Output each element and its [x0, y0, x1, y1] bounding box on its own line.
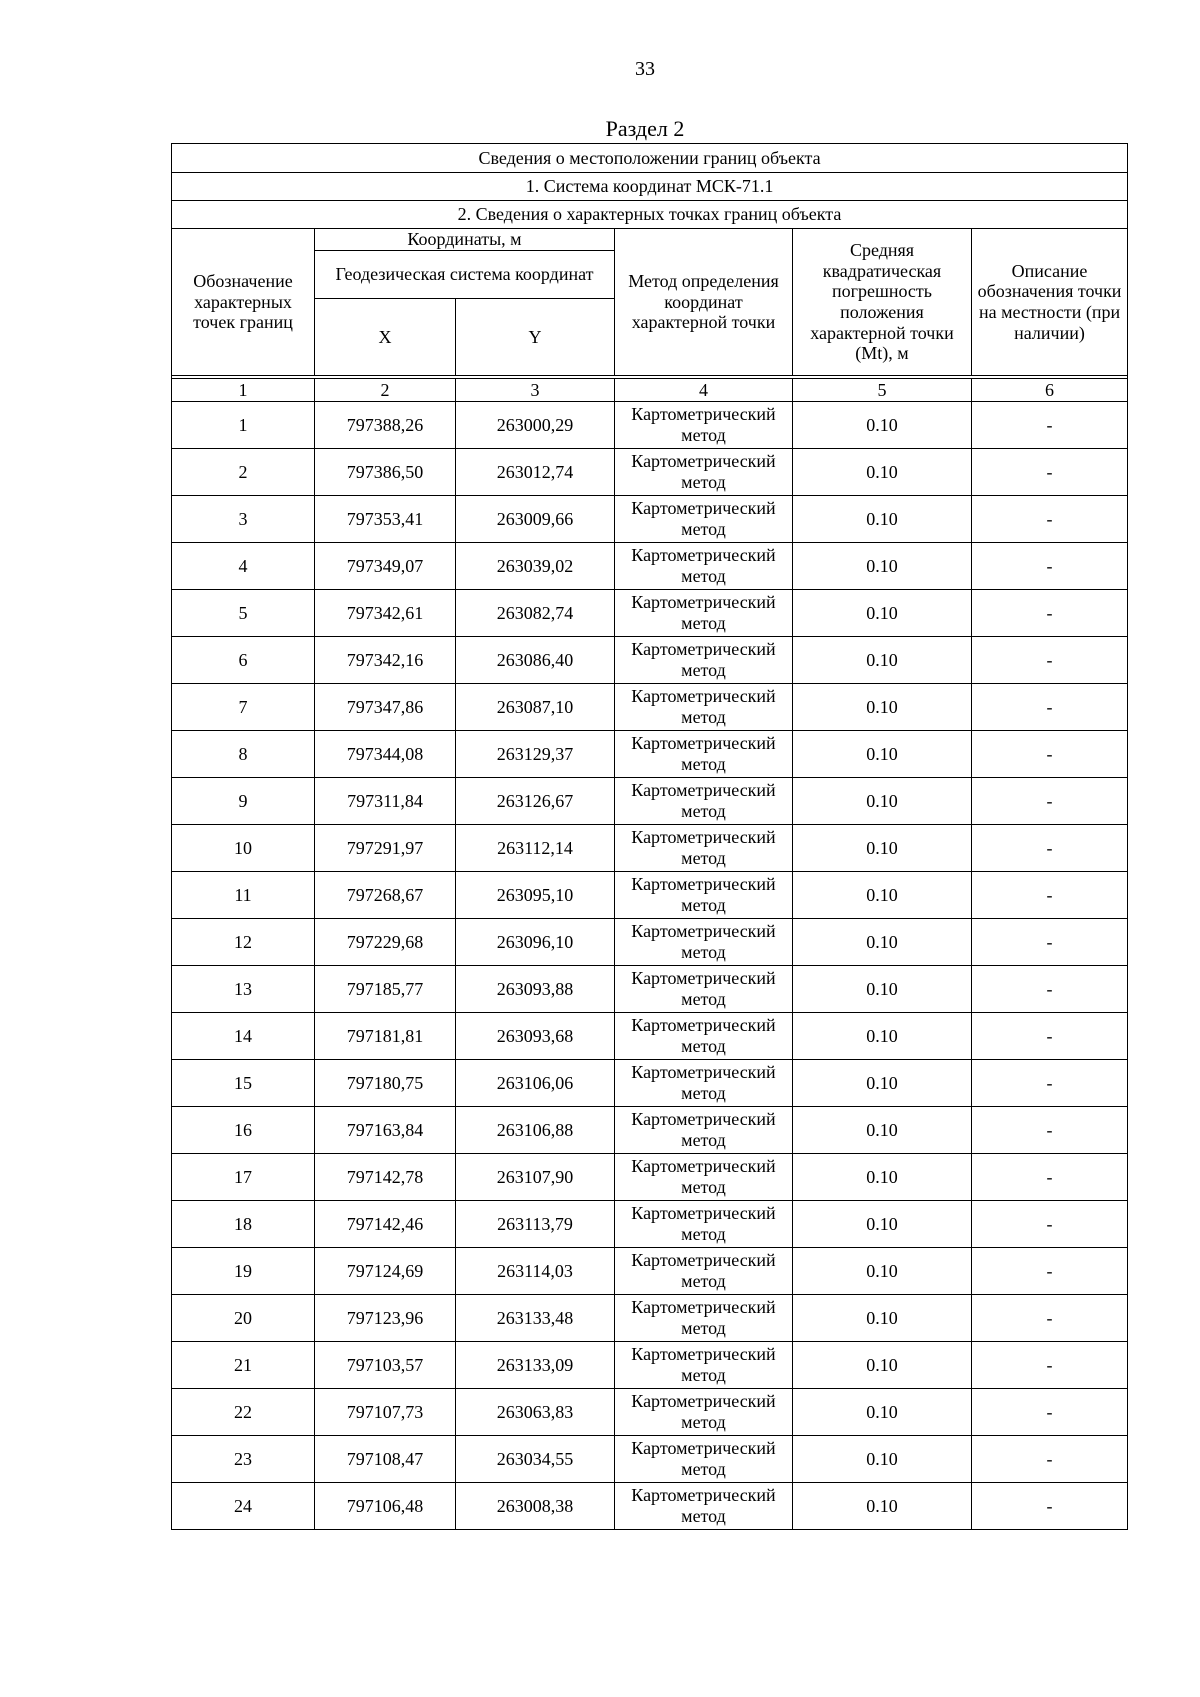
y-coordinate-cell: 263063,83 [456, 1389, 615, 1436]
header-description: Описание обозначения точки на местности (при наличии) [972, 229, 1128, 376]
description-cell: - [972, 778, 1128, 825]
point-number-cell: 6 [172, 637, 315, 684]
header-error: Средняя квадратическая погрешность положения характерной точки (Mt), м [793, 229, 972, 376]
error-cell: 0.10 [793, 637, 972, 684]
x-coordinate-cell: 797344,08 [315, 731, 456, 778]
x-coordinate-cell: 797124,69 [315, 1248, 456, 1295]
table-row [172, 1295, 1128, 1342]
header-geodetic-system: Геодезическая система координат [315, 251, 615, 299]
table-row [172, 637, 1128, 684]
error-cell: 0.10 [793, 1483, 972, 1530]
table-row [172, 919, 1128, 966]
x-coordinate-cell: 797291,97 [315, 825, 456, 872]
x-coordinate-cell: 797107,73 [315, 1389, 456, 1436]
method-cell: Картометрический метод [615, 778, 793, 825]
error-cell: 0.10 [793, 825, 972, 872]
description-cell: - [972, 825, 1128, 872]
boundary-points-table [171, 143, 1128, 1530]
x-coordinate-cell: 797349,07 [315, 543, 456, 590]
description-cell: - [972, 543, 1128, 590]
error-cell: 0.10 [793, 1154, 972, 1201]
x-coordinate-cell: 797142,46 [315, 1201, 456, 1248]
error-cell: 0.10 [793, 1060, 972, 1107]
section-title: Раздел 2 [605, 116, 685, 141]
error-cell: 0.10 [793, 543, 972, 590]
x-coordinate-cell: 797229,68 [315, 919, 456, 966]
table-row [172, 1248, 1128, 1295]
y-coordinate-cell: 263113,79 [456, 1201, 615, 1248]
method-cell: Картометрический метод [615, 1013, 793, 1060]
description-cell: - [972, 1248, 1128, 1295]
x-coordinate-cell: 797142,78 [315, 1154, 456, 1201]
error-cell: 0.10 [793, 872, 972, 919]
x-coordinate-cell: 797163,84 [315, 1107, 456, 1154]
table-row [172, 1107, 1128, 1154]
point-number-cell: 18 [172, 1201, 315, 1248]
error-cell: 0.10 [793, 778, 972, 825]
error-cell: 0.10 [793, 1107, 972, 1154]
y-coordinate-cell: 263133,48 [456, 1295, 615, 1342]
method-cell: Картометрический метод [615, 637, 793, 684]
x-coordinate-cell: 797386,50 [315, 449, 456, 496]
table-row [172, 684, 1128, 731]
point-number-cell: 21 [172, 1342, 315, 1389]
x-coordinate-cell: 797342,16 [315, 637, 456, 684]
description-cell: - [972, 402, 1128, 449]
method-cell: Картометрический метод [615, 449, 793, 496]
description-cell: - [972, 1060, 1128, 1107]
y-coordinate-cell: 263106,06 [456, 1060, 615, 1107]
error-cell: 0.10 [793, 919, 972, 966]
table-row [172, 543, 1128, 590]
y-coordinate-cell: 263096,10 [456, 919, 615, 966]
error-cell: 0.10 [793, 1013, 972, 1060]
y-coordinate-cell: 263093,88 [456, 966, 615, 1013]
description-cell: - [972, 1154, 1128, 1201]
method-cell: Картометрический метод [615, 919, 793, 966]
description-cell: - [972, 1107, 1128, 1154]
column-number: 3 [456, 379, 615, 402]
table-row [172, 1436, 1128, 1483]
y-coordinate-cell: 263129,37 [456, 731, 615, 778]
x-coordinate-cell: 797180,75 [315, 1060, 456, 1107]
characteristic-points-label: 2. Сведения о характерных точках границ объекта [172, 201, 1128, 229]
error-cell: 0.10 [793, 1342, 972, 1389]
description-cell: - [972, 496, 1128, 543]
point-number-cell: 22 [172, 1389, 315, 1436]
column-numbers-row [172, 379, 1128, 402]
y-coordinate-cell: 263082,74 [456, 590, 615, 637]
point-number-cell: 19 [172, 1248, 315, 1295]
table-row [172, 1389, 1128, 1436]
method-cell: Картометрический метод [615, 1342, 793, 1389]
header-y: Y [456, 299, 615, 376]
point-number-cell: 12 [172, 919, 315, 966]
table-row [172, 1342, 1128, 1389]
point-number-cell: 20 [172, 1295, 315, 1342]
table-row [172, 449, 1128, 496]
y-coordinate-cell: 263034,55 [456, 1436, 615, 1483]
method-cell: Картометрический метод [615, 684, 793, 731]
y-coordinate-cell: 263093,68 [456, 1013, 615, 1060]
point-number-cell: 11 [172, 872, 315, 919]
description-cell: - [972, 684, 1128, 731]
y-coordinate-cell: 263000,29 [456, 402, 615, 449]
coordinate-system-label: 1. Система координат МСК-71.1 [172, 173, 1128, 201]
method-cell: Картометрический метод [615, 402, 793, 449]
table-row [172, 1483, 1128, 1530]
description-cell: - [972, 1342, 1128, 1389]
point-number-cell: 23 [172, 1436, 315, 1483]
description-cell: - [972, 590, 1128, 637]
error-cell: 0.10 [793, 684, 972, 731]
x-coordinate-cell: 797123,96 [315, 1295, 456, 1342]
y-coordinate-cell: 263126,67 [456, 778, 615, 825]
error-cell: 0.10 [793, 402, 972, 449]
point-number-cell: 16 [172, 1107, 315, 1154]
error-cell: 0.10 [793, 496, 972, 543]
method-cell: Картометрический метод [615, 1248, 793, 1295]
description-cell: - [972, 1295, 1128, 1342]
y-coordinate-cell: 263012,74 [456, 449, 615, 496]
column-number: 5 [793, 379, 972, 402]
table-row [172, 402, 1128, 449]
method-cell: Картометрический метод [615, 590, 793, 637]
y-coordinate-cell: 263009,66 [456, 496, 615, 543]
error-cell: 0.10 [793, 1436, 972, 1483]
page-number: 33 [635, 58, 655, 80]
point-number-cell: 14 [172, 1013, 315, 1060]
method-cell: Картометрический метод [615, 1107, 793, 1154]
error-cell: 0.10 [793, 590, 972, 637]
description-cell: - [972, 637, 1128, 684]
method-cell: Картометрический метод [615, 825, 793, 872]
description-cell: - [972, 1483, 1128, 1530]
x-coordinate-cell: 797185,77 [315, 966, 456, 1013]
point-number-cell: 7 [172, 684, 315, 731]
header-coordinates: Координаты, м [315, 229, 615, 251]
x-coordinate-cell: 797353,41 [315, 496, 456, 543]
table-row [172, 496, 1128, 543]
table-row [172, 778, 1128, 825]
point-number-cell: 3 [172, 496, 315, 543]
description-cell: - [972, 1389, 1128, 1436]
y-coordinate-cell: 263039,02 [456, 543, 615, 590]
point-number-cell: 2 [172, 449, 315, 496]
method-cell: Картометрический метод [615, 496, 793, 543]
point-number-cell: 13 [172, 966, 315, 1013]
y-coordinate-cell: 263107,90 [456, 1154, 615, 1201]
error-cell: 0.10 [793, 1201, 972, 1248]
header-method: Метод определения координат характерной точки [615, 229, 793, 376]
method-cell: Картометрический метод [615, 731, 793, 778]
table-row [172, 1154, 1128, 1201]
y-coordinate-cell: 263086,40 [456, 637, 615, 684]
y-coordinate-cell: 263112,14 [456, 825, 615, 872]
table-row [172, 1013, 1128, 1060]
y-coordinate-cell: 263133,09 [456, 1342, 615, 1389]
table-row [172, 1201, 1128, 1248]
method-cell: Картометрический метод [615, 1483, 793, 1530]
description-cell: - [972, 872, 1128, 919]
x-coordinate-cell: 797103,57 [315, 1342, 456, 1389]
error-cell: 0.10 [793, 1248, 972, 1295]
table-row [172, 1060, 1128, 1107]
y-coordinate-cell: 263087,10 [456, 684, 615, 731]
header-x: X [315, 299, 456, 376]
x-coordinate-cell: 797181,81 [315, 1013, 456, 1060]
point-number-cell: 15 [172, 1060, 315, 1107]
method-cell: Картометрический метод [615, 872, 793, 919]
error-cell: 0.10 [793, 731, 972, 778]
x-coordinate-cell: 797347,86 [315, 684, 456, 731]
method-cell: Картометрический метод [615, 1295, 793, 1342]
point-number-cell: 1 [172, 402, 315, 449]
table-row [172, 825, 1128, 872]
error-cell: 0.10 [793, 1389, 972, 1436]
column-number: 6 [972, 379, 1128, 402]
x-coordinate-cell: 797268,67 [315, 872, 456, 919]
y-coordinate-cell: 263114,03 [456, 1248, 615, 1295]
column-number: 2 [315, 379, 456, 402]
description-cell: - [972, 1201, 1128, 1248]
description-cell: - [972, 1013, 1128, 1060]
error-cell: 0.10 [793, 1295, 972, 1342]
method-cell: Картометрический метод [615, 1389, 793, 1436]
method-cell: Картометрический метод [615, 1201, 793, 1248]
point-number-cell: 4 [172, 543, 315, 590]
point-number-cell: 5 [172, 590, 315, 637]
method-cell: Картометрический метод [615, 1436, 793, 1483]
description-cell: - [972, 1436, 1128, 1483]
table-row [172, 590, 1128, 637]
column-number: 1 [172, 379, 315, 402]
description-cell: - [972, 731, 1128, 778]
y-coordinate-cell: 263008,38 [456, 1483, 615, 1530]
point-number-cell: 10 [172, 825, 315, 872]
description-cell: - [972, 919, 1128, 966]
x-coordinate-cell: 797106,48 [315, 1483, 456, 1530]
table-row [172, 731, 1128, 778]
x-coordinate-cell: 797342,61 [315, 590, 456, 637]
point-number-cell: 9 [172, 778, 315, 825]
point-number-cell: 24 [172, 1483, 315, 1530]
method-cell: Картометрический метод [615, 1154, 793, 1201]
error-cell: 0.10 [793, 966, 972, 1013]
table-row [172, 872, 1128, 919]
method-cell: Картометрический метод [615, 543, 793, 590]
x-coordinate-cell: 797311,84 [315, 778, 456, 825]
table-title: Сведения о местоположении границ объекта [172, 144, 1128, 173]
y-coordinate-cell: 263106,88 [456, 1107, 615, 1154]
x-coordinate-cell: 797388,26 [315, 402, 456, 449]
column-number: 4 [615, 379, 793, 402]
point-number-cell: 17 [172, 1154, 315, 1201]
header-designation: Обозначение характерных точек границ [172, 229, 315, 376]
x-coordinate-cell: 797108,47 [315, 1436, 456, 1483]
table-row [172, 966, 1128, 1013]
method-cell: Картометрический метод [615, 966, 793, 1013]
description-cell: - [972, 966, 1128, 1013]
description-cell: - [972, 449, 1128, 496]
point-number-cell: 8 [172, 731, 315, 778]
method-cell: Картометрический метод [615, 1060, 793, 1107]
error-cell: 0.10 [793, 449, 972, 496]
y-coordinate-cell: 263095,10 [456, 872, 615, 919]
